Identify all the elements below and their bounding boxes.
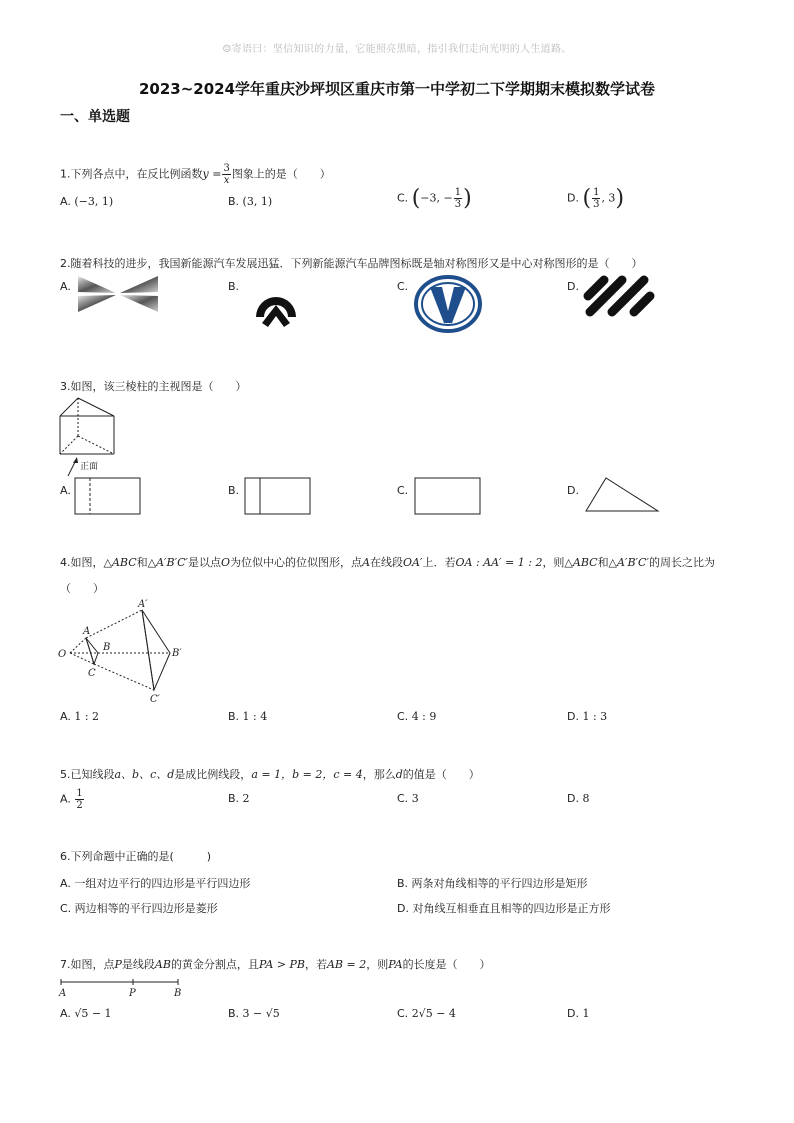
option-value: 1 : 4 bbox=[242, 710, 268, 723]
q7-option-a[interactable] bbox=[60, 1007, 112, 1020]
q5-math: d bbox=[395, 768, 403, 781]
q7-stem-part: 是线段 bbox=[121, 958, 155, 971]
q1-frac-num: 3 bbox=[223, 163, 230, 174]
q6-option-c[interactable]: C. 两边相等的平行四边形是菱形 bbox=[60, 902, 218, 915]
q4-homothety-figure bbox=[58, 598, 188, 708]
q4-math: OA′ bbox=[403, 556, 423, 569]
point-label-b-prime: B′ bbox=[172, 648, 182, 659]
q1-fraction bbox=[222, 163, 230, 186]
q4-stem-part: 和△ bbox=[597, 556, 618, 569]
q6-option-d[interactable]: D. 对角线互相垂直且相等的四边形是正方形 bbox=[397, 902, 611, 915]
q2-logo-d-stripes[interactable] bbox=[582, 274, 658, 318]
q4-option-c[interactable] bbox=[397, 710, 436, 723]
segment-label-a: A bbox=[59, 988, 67, 999]
q5-stem-part: 的值是（ ） bbox=[402, 768, 480, 781]
q3-option-c-letter[interactable]: C. bbox=[397, 484, 409, 497]
q4-math: OA : AA′ = 1 : 2 bbox=[455, 556, 543, 569]
q1-c-fraction bbox=[454, 187, 462, 210]
option-letter: D. bbox=[567, 191, 579, 205]
q7-stem-part: 的黄金分割点，且 bbox=[170, 958, 259, 971]
option-letter: A. bbox=[60, 195, 71, 208]
option-value: √5 − 1 bbox=[74, 1007, 112, 1020]
q5-a-fraction bbox=[75, 788, 83, 811]
q6-option-a[interactable]: A. 一组对边平行的四边形是平行四边形 bbox=[60, 877, 251, 890]
option-letter: A. bbox=[60, 1007, 71, 1020]
question-3-stem: 3.如图，该三棱柱的主视图是（ ） bbox=[60, 380, 247, 393]
option-value: , 3 bbox=[601, 191, 616, 205]
option-letter: A. bbox=[60, 710, 71, 723]
segment-label-p: P bbox=[129, 988, 136, 999]
option-value: 2 bbox=[242, 792, 250, 805]
q3-option-b-letter[interactable]: B. bbox=[228, 484, 240, 497]
question-4-stem bbox=[60, 554, 715, 570]
question-6-stem: 6.下列命题中正确的是( ) bbox=[60, 850, 212, 863]
q1-option-c[interactable] bbox=[397, 186, 472, 211]
option-value: (3, 1) bbox=[242, 195, 273, 208]
q7-math: AB bbox=[154, 958, 171, 971]
q4-stem-part: 和△ bbox=[136, 556, 157, 569]
q4-option-d[interactable] bbox=[567, 710, 607, 723]
exam-title: 2023~2024学年重庆沙坪坝区重庆市第一中学初二下学期期末模拟数学试卷 bbox=[138, 80, 656, 98]
option-value: 3 bbox=[411, 792, 419, 805]
option-letter: C. bbox=[397, 710, 409, 723]
option-value: 3 − √5 bbox=[242, 1007, 280, 1020]
q5-math: a = 1，b = 2，c = 4 bbox=[251, 768, 363, 781]
option-letter: B. bbox=[228, 1007, 240, 1020]
q4-math: A′B′C′ bbox=[617, 556, 649, 569]
q2-logo-c-changan[interactable] bbox=[414, 275, 482, 333]
q5-option-b[interactable] bbox=[228, 792, 250, 805]
point-label-c: C bbox=[88, 668, 96, 679]
q3-front-label: 正面 bbox=[80, 462, 99, 472]
q4-stem-part: 在线段 bbox=[370, 556, 404, 569]
point-label-a: A bbox=[83, 626, 91, 637]
q4-stem-part: 上．若 bbox=[422, 556, 456, 569]
q4-option-b[interactable] bbox=[228, 710, 267, 723]
section-heading: 一、单选题 bbox=[60, 109, 130, 125]
q5-stem-part: 5.已知线段 bbox=[60, 768, 115, 781]
q4-math: A′B′C′ bbox=[156, 556, 189, 569]
q2-logo-a-crossed-blades[interactable] bbox=[76, 274, 160, 314]
question-5-stem bbox=[60, 766, 480, 782]
option-letter: B. bbox=[228, 195, 240, 208]
q4-option-a[interactable] bbox=[60, 710, 99, 723]
q4-stem-part: ，则△ bbox=[542, 556, 573, 569]
segment-label-b: B bbox=[174, 988, 182, 999]
option-letter: D. bbox=[567, 792, 579, 805]
q4-stem-part: 是以点 bbox=[188, 556, 222, 569]
q7-stem-part: 7.如图，点 bbox=[60, 958, 115, 971]
question-7-stem bbox=[60, 956, 491, 972]
q3-option-d-letter[interactable]: D. bbox=[567, 484, 579, 497]
point-label-b: B bbox=[103, 642, 111, 653]
q1-option-a[interactable] bbox=[60, 195, 113, 208]
q2-option-d-letter[interactable]: D. bbox=[567, 280, 579, 293]
q7-segment-figure bbox=[58, 976, 188, 1000]
q1-d-fraction bbox=[592, 187, 600, 210]
option-letter: C. bbox=[397, 191, 409, 205]
q5-option-c[interactable] bbox=[397, 792, 419, 805]
q5-stem-part: 是成比例线段， bbox=[174, 768, 252, 781]
q2-option-b-letter[interactable]: B. bbox=[228, 280, 240, 293]
option-letter: C. bbox=[397, 792, 409, 805]
q7-stem-part: ，若 bbox=[304, 958, 327, 971]
q4-math: O bbox=[221, 556, 231, 569]
header-motto: ☺寄语曰：坚信知识的力量，它能照亮黑暗，指引我们走向光明的人生道路。 bbox=[222, 44, 572, 55]
point-label-a-prime: A′ bbox=[138, 599, 148, 610]
q1-option-d[interactable] bbox=[567, 186, 624, 211]
left-paren: ( bbox=[411, 186, 421, 211]
q7-math: PA bbox=[388, 958, 403, 971]
q7-option-c[interactable] bbox=[397, 1007, 456, 1020]
q4-stem-part: 为位似中心的位似图形，点 bbox=[230, 556, 363, 569]
option-value: 1 bbox=[582, 1007, 590, 1020]
frac-den: 2 bbox=[76, 800, 83, 811]
right-paren: ) bbox=[615, 186, 625, 211]
q4-math: ABC bbox=[572, 556, 598, 569]
q3-option-a-letter[interactable]: A. bbox=[60, 484, 71, 497]
q6-option-b[interactable]: B. 两条对角线相等的平行四边形是矩形 bbox=[397, 877, 588, 890]
q1-function-y: y = bbox=[202, 167, 222, 181]
option-letter: A. bbox=[60, 792, 71, 806]
option-letter: D. bbox=[567, 710, 579, 723]
frac-num: 1 bbox=[76, 788, 83, 799]
q2-option-a-letter[interactable]: A. bbox=[60, 280, 71, 293]
q3-option-d-figure[interactable] bbox=[584, 476, 660, 514]
q7-option-b[interactable] bbox=[228, 1007, 280, 1020]
q4-stem-part: 4.如图，△ bbox=[60, 556, 112, 569]
q4-answer-paren: （ ） bbox=[60, 582, 104, 595]
q7-stem-part: 的长度是（ ） bbox=[402, 958, 491, 971]
frac-num: 1 bbox=[593, 187, 600, 198]
q2-logo-b-nio[interactable] bbox=[244, 275, 308, 339]
option-letter: B. bbox=[228, 710, 240, 723]
option-letter: B. bbox=[228, 792, 240, 805]
q4-math: A bbox=[362, 556, 371, 569]
q5-option-d[interactable] bbox=[567, 792, 589, 805]
option-letter: D. bbox=[567, 1007, 579, 1020]
q7-math: PA > PB bbox=[258, 958, 305, 971]
q1-stem-part: 图象上的是（ ） bbox=[231, 167, 331, 181]
frac-den: 3 bbox=[454, 199, 462, 210]
left-paren: ( bbox=[582, 186, 592, 211]
q1-stem-part: 1.下列各点中，在反比例函数 bbox=[60, 167, 203, 181]
q4-stem-part: 的周长之比为 bbox=[648, 556, 715, 569]
q1-option-b[interactable] bbox=[228, 195, 272, 208]
question-1-stem bbox=[60, 163, 331, 186]
q7-option-d[interactable] bbox=[567, 1007, 589, 1020]
q3-option-a-figure[interactable] bbox=[74, 477, 142, 517]
q5-stem-part: ，那么 bbox=[362, 768, 396, 781]
frac-den: 3 bbox=[593, 199, 600, 210]
q2-option-c-letter[interactable]: C. bbox=[397, 280, 409, 293]
q3-option-b-figure[interactable] bbox=[244, 477, 312, 517]
option-value: 2√5 − 4 bbox=[411, 1007, 456, 1020]
question-2-stem: 2.随着科技的进步，我国新能源汽车发展迅猛．下列新能源汽车品牌图标既是轴对称图形又是中心对称图形的是（ ） bbox=[60, 257, 643, 270]
q3-option-c-figure[interactable] bbox=[414, 477, 482, 517]
option-value: 1 : 2 bbox=[74, 710, 100, 723]
q1-frac-den: x bbox=[223, 175, 230, 186]
right-paren: ) bbox=[463, 186, 472, 211]
q5-option-a[interactable] bbox=[60, 788, 85, 811]
q7-math: P bbox=[114, 958, 122, 971]
option-value: 8 bbox=[582, 792, 590, 805]
q5-math: a、b、c、d bbox=[114, 768, 175, 781]
point-label-c-prime: C′ bbox=[150, 694, 160, 705]
point-label-o: O bbox=[58, 649, 67, 660]
q7-math: AB = 2 bbox=[326, 958, 367, 971]
option-letter: C. bbox=[397, 1007, 409, 1020]
option-value: 1 : 3 bbox=[582, 710, 608, 723]
q4-math: ABC bbox=[111, 556, 137, 569]
frac-num: 1 bbox=[454, 187, 462, 198]
option-value: −3, − bbox=[420, 191, 453, 205]
q7-stem-part: ，则 bbox=[366, 958, 389, 971]
option-value: 4 : 9 bbox=[411, 710, 437, 723]
option-value: (−3, 1) bbox=[74, 195, 114, 208]
